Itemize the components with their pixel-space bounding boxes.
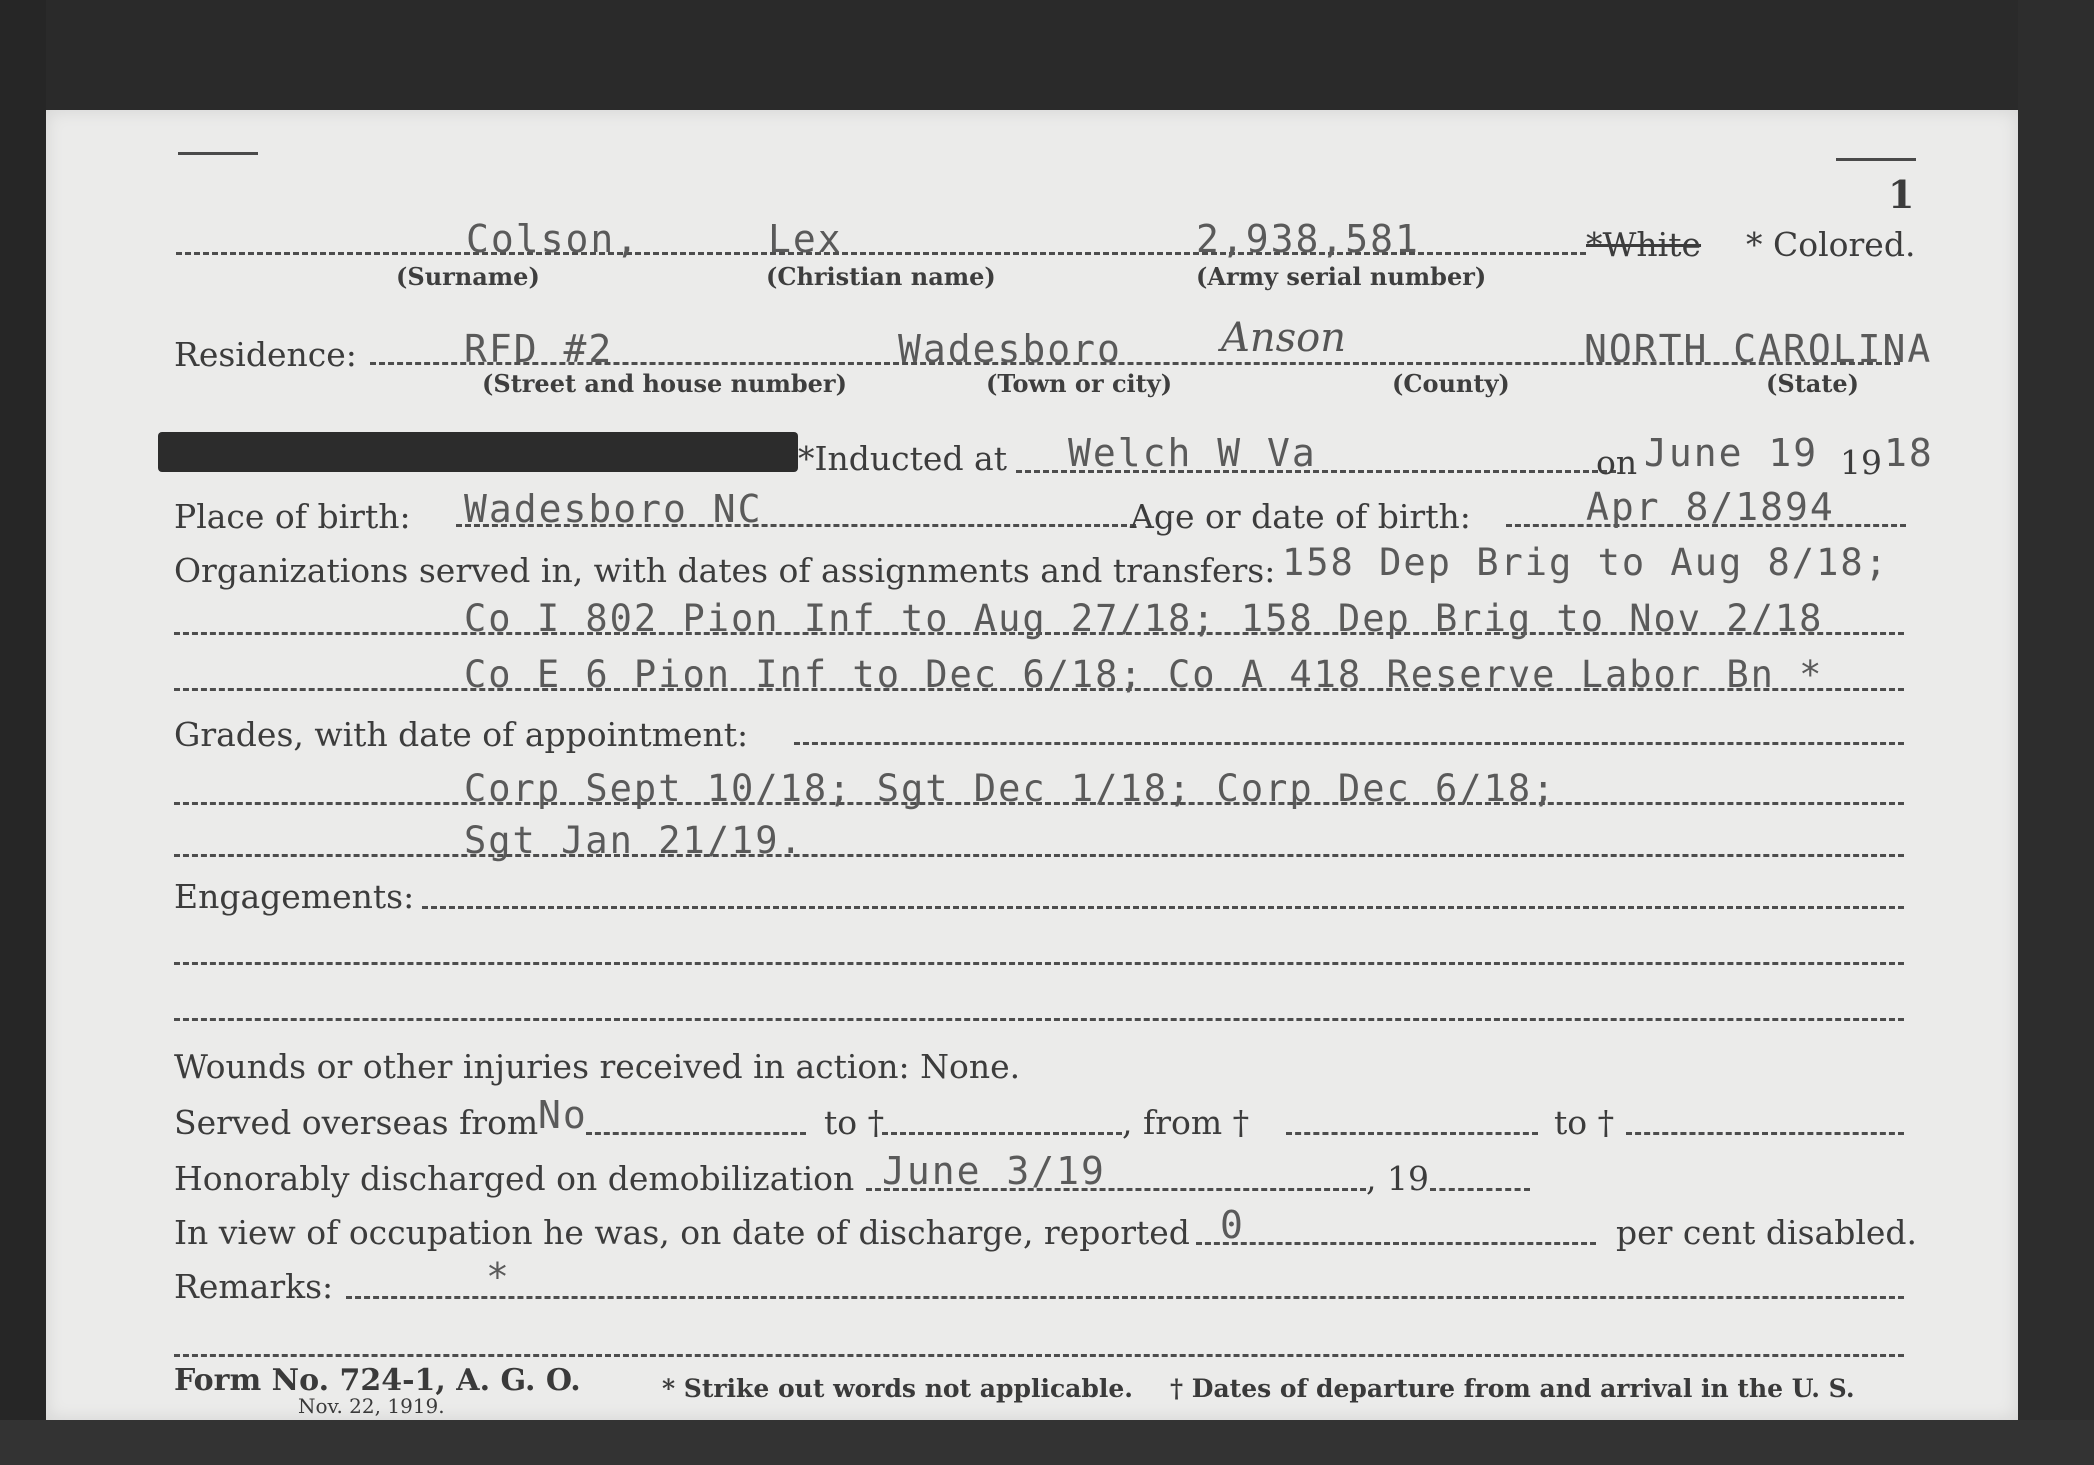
birth-date-label: Age or date of birth: bbox=[1130, 497, 1471, 536]
overseas-to-line-1 bbox=[882, 1132, 1122, 1135]
disability-label: In view of occupation he was, on date of discharge, reported bbox=[174, 1213, 1190, 1252]
white-label: *White bbox=[1586, 225, 1702, 264]
christian-name-caption: (Christian name) bbox=[766, 262, 996, 291]
overseas-from-label-2: , from † bbox=[1122, 1103, 1250, 1142]
disability-suffix: per cent disabled. bbox=[1616, 1213, 1918, 1252]
town-caption: (Town or city) bbox=[986, 369, 1173, 398]
redacted-stamp bbox=[158, 432, 798, 472]
inducted-date-value: June 19 bbox=[1644, 431, 1819, 475]
inducted-place-value: Welch W Va bbox=[1068, 431, 1317, 475]
discharge-date-value: June 3/19 bbox=[882, 1149, 1106, 1193]
remarks-rule-2 bbox=[174, 1354, 1904, 1357]
overseas-from-line-2 bbox=[1286, 1132, 1538, 1135]
overseas-label: Served overseas from bbox=[174, 1103, 539, 1142]
engagements-rule-2 bbox=[174, 962, 1904, 965]
footnote-strike-out: * Strike out words not applicable. bbox=[662, 1374, 1133, 1403]
surname-caption: (Surname) bbox=[396, 262, 540, 291]
serial-number-value: 2,938,581 bbox=[1196, 217, 1420, 261]
organization-line-2: Co I 802 Pion Inf to Aug 27/18; 158 Dep Brig to Nov 2/18 bbox=[464, 597, 1824, 640]
card-number: 1 bbox=[1888, 172, 1915, 217]
state-value: NORTH CAROLINA bbox=[1584, 327, 1933, 371]
grades-rule-1 bbox=[794, 742, 1904, 745]
county-caption: (County) bbox=[1392, 369, 1510, 398]
footnote-dates: † Dates of departure from and arrival in the U. S. bbox=[1170, 1374, 1855, 1403]
engagements-label: Engagements: bbox=[174, 877, 415, 916]
surname-value: Colson, bbox=[466, 217, 641, 261]
discharge-year-label: , 19 bbox=[1366, 1159, 1429, 1198]
overseas-from-line bbox=[586, 1132, 806, 1135]
christian-name-value: Lex bbox=[768, 217, 843, 261]
scan-background-left bbox=[0, 0, 46, 1465]
discharge-label: Honorably discharged on demobilization bbox=[174, 1159, 855, 1198]
inducted-year-prefix: 19 bbox=[1840, 443, 1882, 482]
inducted-on-label: on bbox=[1596, 443, 1638, 482]
county-value: Anson bbox=[1221, 315, 1347, 361]
remarks-value: * bbox=[486, 1255, 511, 1299]
scan-background-bottom bbox=[0, 1420, 2094, 1465]
scan-background-right bbox=[2018, 0, 2094, 1465]
grades-line-2: Sgt Jan 21/19. bbox=[464, 819, 804, 862]
organization-line-3: Co E 6 Pion Inf to Dec 6/18; Co A 418 Reserve Labor Bn * bbox=[464, 653, 1824, 696]
form-number: Form No. 724-1, A. G. O. bbox=[174, 1363, 581, 1398]
engagements-rule-3 bbox=[174, 1018, 1904, 1021]
residence-label: Residence: bbox=[174, 335, 357, 374]
grades-label: Grades, with date of appointment: bbox=[174, 715, 749, 754]
corner-mark-left bbox=[178, 152, 258, 155]
serial-caption: (Army serial number) bbox=[1196, 262, 1487, 291]
organization-line-1: 158 Dep Brig to Aug 8/18; bbox=[1282, 541, 1889, 584]
remarks-rule-1 bbox=[346, 1296, 1904, 1299]
overseas-to-label-1: to † bbox=[824, 1103, 885, 1142]
form-date: Nov. 22, 1919. bbox=[298, 1394, 445, 1418]
inducted-label: *Inducted at bbox=[798, 439, 1007, 478]
overseas-to-label-2: to † bbox=[1554, 1103, 1615, 1142]
state-caption: (State) bbox=[1766, 369, 1860, 398]
corner-mark-right bbox=[1836, 158, 1916, 161]
organizations-label: Organizations served in, with dates of assignments and transfers: bbox=[174, 551, 1276, 590]
overseas-to-line-2 bbox=[1626, 1132, 1904, 1135]
grades-line-1: Corp Sept 10/18; Sgt Dec 1/18; Corp Dec 6/18; bbox=[464, 767, 1557, 810]
engagements-rule-1 bbox=[422, 906, 1904, 909]
inducted-year-value: 18 bbox=[1884, 431, 1934, 475]
street-value: RFD #2 bbox=[464, 327, 614, 371]
remarks-label: Remarks: bbox=[174, 1267, 334, 1306]
service-record-card bbox=[46, 110, 2018, 1420]
birth-date-value: Apr 8/1894 bbox=[1586, 485, 1835, 529]
disability-value: 0 bbox=[1220, 1203, 1245, 1247]
scan-background-top bbox=[0, 0, 2094, 110]
town-value: Wadesboro bbox=[898, 327, 1122, 371]
colored-label: * Colored. bbox=[1746, 225, 1916, 264]
wounds-label: Wounds or other injuries received in action: None. bbox=[174, 1047, 1021, 1086]
grades-rule-3 bbox=[174, 854, 1904, 857]
discharge-year-line bbox=[1430, 1188, 1530, 1191]
disability-line bbox=[1196, 1242, 1596, 1245]
overseas-from-value: No bbox=[538, 1093, 588, 1137]
street-caption: (Street and house number) bbox=[482, 369, 847, 398]
birth-place-label: Place of birth: bbox=[174, 497, 411, 536]
birth-place-value: Wadesboro NC bbox=[464, 487, 763, 531]
